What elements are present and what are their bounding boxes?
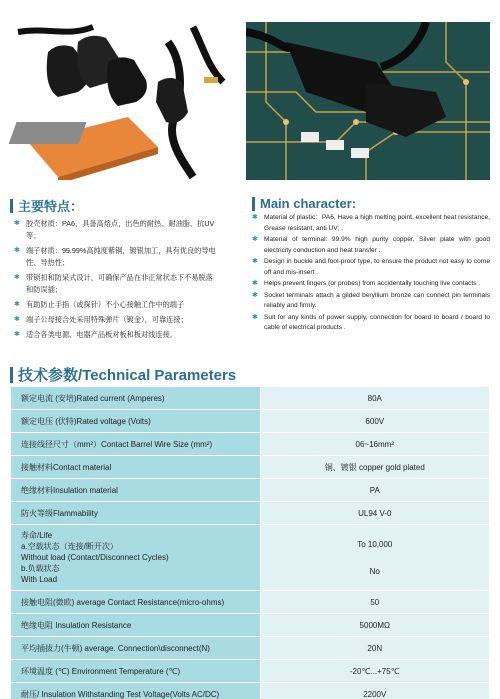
star-bullet-icon: ✱: [14, 247, 20, 254]
param-value: 铜、镀银 copper gold plated: [260, 456, 489, 479]
features-en-heading: [252, 196, 356, 211]
star-bullet-icon: ✱: [14, 274, 20, 281]
table-row: [11, 433, 490, 456]
param-value: 20N: [260, 637, 489, 660]
star-bullet-icon: ✱: [252, 236, 258, 243]
param-value: 06~16mm²: [260, 433, 489, 456]
params-title: 技术参数/Technical Parameters: [18, 367, 237, 384]
param-label: 连接线径尺寸（mm²）Contact Barrel Wire Size (mm²): [11, 433, 261, 456]
features-en-title: Main character:: [260, 196, 357, 211]
star-bullet-icon: ✱: [14, 301, 20, 308]
star-bullet-icon: ✱: [252, 214, 258, 221]
features-cn-list: [12, 218, 217, 344]
life-line: Without load (Contact/Disconnect Cycles): [21, 553, 169, 562]
features-cn-title: 主要特点：: [18, 199, 84, 214]
param-value: 50: [260, 591, 489, 614]
star-bullet-icon: ✱: [14, 220, 20, 227]
param-label: 额定电压 (伏特)Rated voltage (Volts): [11, 410, 261, 433]
table-row: [11, 591, 490, 614]
params-heading: [10, 364, 236, 385]
star-bullet-icon: ✱: [252, 291, 258, 299]
list-item: ✱ 端子公母接合处采用特殊弹片（镀金），可靠连接；: [14, 315, 188, 324]
life-line: 寿命/Life: [21, 531, 53, 540]
list-item: ✱ Material of terminal: 99.9% high purity copper, Silver plate with good electricity conduction and heat transfer .: [252, 236, 490, 254]
list-item: ✱ Helps prevent fingers (or probes) from accidentally touching live contacts .: [250, 279, 490, 290]
heading-bar: [252, 197, 255, 211]
table-row: [11, 387, 490, 410]
star-bullet-icon: ✱: [252, 280, 258, 287]
list-item: ✱ 带锁扣和防呆式设计，可确保产品在非正常状态下不易脱落和防误插；: [14, 273, 213, 294]
life-row: [11, 525, 490, 591]
features-cn-heading: [10, 196, 83, 215]
param-label: 耐压/ Insulation Withstanding Test Voltage(Volts AC/DC): [11, 683, 261, 699]
table-row: [11, 410, 490, 433]
table-row: [11, 479, 490, 502]
product-photo-right: [246, 22, 490, 180]
list-item: ✱ 有助防止手指（或探针）不小心接触工作中的端子: [14, 300, 185, 309]
life-value-no-load: To 10,000: [357, 539, 393, 549]
life-line: b.负载状态: [21, 564, 60, 573]
param-value: 80A: [260, 387, 489, 410]
life-value-with-load: No: [369, 566, 380, 576]
table-row: [11, 456, 490, 479]
param-label: 绝缘电阻 Insulation Resistance: [11, 614, 261, 637]
life-line: With Load: [21, 575, 58, 584]
star-bullet-icon: ✱: [14, 331, 20, 338]
product-photo-left: [8, 22, 236, 180]
param-label: 环境温度 (℃) Environment Temperature (℃): [11, 660, 261, 683]
param-label: 绝缘材料Insulation material: [11, 479, 261, 502]
params-table: [10, 386, 490, 699]
list-item: ✱ Material of plastic：PA6, Have a high melting point, excellent heat resistance, Grease resistant, anti UV; .: [252, 214, 491, 232]
param-label: 平均插拔力(牛顿) average. Connection\disconnect(N): [11, 637, 261, 660]
table-row: [11, 502, 490, 525]
list-item: ✱ Design in buckle and fool-proof type, to ensure the product not easy to come off and mis-insert .: [252, 258, 490, 276]
life-line: a.空载状态（连接/断开次）: [21, 542, 118, 551]
star-bullet-icon: ✱: [14, 316, 20, 323]
param-value: 600V: [260, 410, 489, 433]
list-item: ✱ 端子材质：99.99%高纯度紫铜，镀银加工，具有优良的导电性、导热性；: [14, 246, 216, 267]
param-label: 接触材料Contact material: [11, 456, 261, 479]
table-row: [11, 637, 490, 660]
table-row: [11, 683, 490, 699]
list-item: ✱ Suit for any kinds of power supply, connection for board to board / board to cable of electrical products .: [252, 313, 490, 331]
param-value: UL94 V-0: [260, 502, 489, 525]
heading-bar: [10, 367, 13, 383]
features-en-list: [250, 213, 490, 335]
list-item: ✱ Socket terminals attach a gilded beryllium bronze can connect pin terminals reliably and firmly.: [252, 291, 490, 309]
star-bullet-icon: ✱: [252, 313, 258, 321]
table-row: [11, 660, 490, 683]
param-value: PA: [260, 479, 489, 502]
param-label: 接触电阻(微欧) average Contact Resistance(micro-ohms): [11, 591, 261, 614]
list-item: ✱ 适合各类电源、电器产品板对板和板对线连接。: [14, 330, 177, 339]
param-value: 5000MΩ: [260, 614, 489, 637]
life-label: [11, 525, 261, 591]
param-value: 2200V: [260, 683, 489, 699]
star-bullet-icon: ✱: [252, 258, 258, 265]
param-value: -20℃...+75℃: [260, 660, 489, 683]
table-row: [11, 614, 490, 637]
heading-bar: [10, 199, 13, 213]
param-label: 额定电流 (安培)Rated current (Amperes): [11, 387, 261, 410]
life-values: [260, 525, 489, 591]
list-item: ✱ 胶壳材质：PA6，具备高熔点，出色的耐热、耐油脂、抗UV等；: [14, 219, 215, 240]
param-label: 防火等级Flammability: [11, 502, 261, 525]
